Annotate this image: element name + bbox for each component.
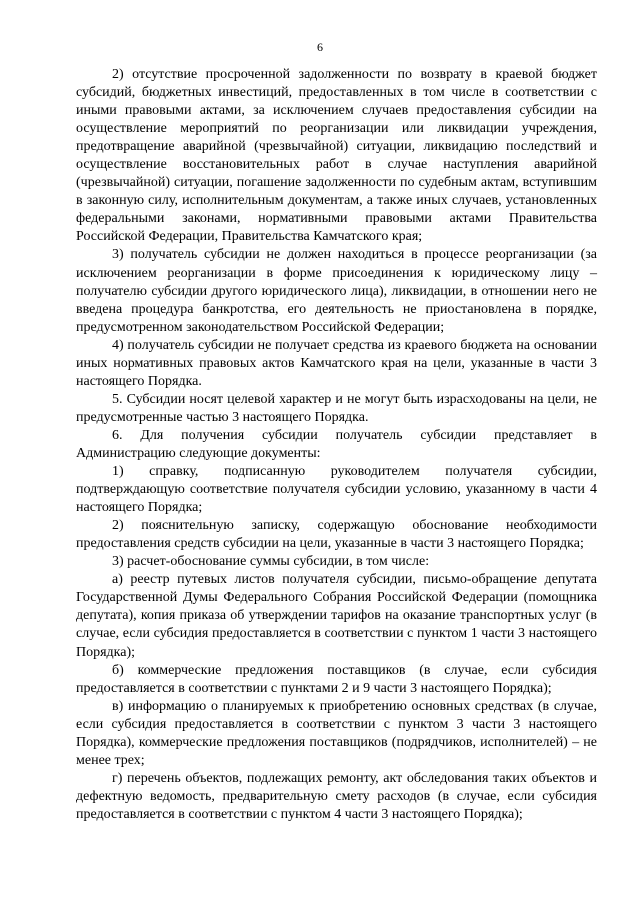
- paragraph-sub-g-repair-objects: г) перечень объектов, подлежащих ремонту, акт обследования таких объектов и дефектную ведомость, предварительную смету расходов (в случае, если субсидия предоставляется в соответствии с пунктом 4 части 3 настоящего Порядка);: [76, 770, 597, 822]
- paragraph-item-2-no-overdue-debt: 2) отсутствие просроченной задолженности по возврату в краевой бюджет субсидий, бюджетных инвестиций, предоставленных в том числе в соответствии с иными правовыми актами, за исключением случаев предоставления субсидии на осуществление мероприятий по реорганизации или ликвидации учреждения, предотвращение аварийной (чрезвычайной) ситуации, ликвидацию последствий и осуществление восстановительных работ в случае наступления аварийной (чрезвычайной) ситуации, погашение задолженности по судебным актам, вступившим в законную силу, исполнительным документам, а также иных случаев, установленных федеральными законами, нормативными правовыми актами Правительства Российской Федерации, Правительства Камчатского края;: [76, 67, 597, 245]
- paragraph-sub-b-offers: б) коммерческие предложения поставщиков (в случае, если субсидия предоставляется в соответствии с пунктами 2 и 9 части 3 настоящего Порядка);: [76, 662, 597, 696]
- paragraph-sub-v-fixed-assets: в) информацию о планируемых к приобретению основных средствах (в случае, если субсидия предоставляется в соответствии с пунктом 3 части 3 настоящего Порядка), коммерческие предложения поставщиков (подрядчиков, исполнителей) – не менее трех;: [76, 698, 597, 768]
- paragraph-item-4-no-other-funding: 4) получатель субсидии не получает средства из краевого бюджета на основании иных нормативных правовых актов Камчатского края на цели, указанные в части 3 настоящего Порядка.: [76, 337, 597, 389]
- paragraph-part-5-target-use: 5. Субсидии носят целевой характер и не могут быть израсходованы на цели, не предусмотренные частью 3 настоящего Порядка.: [76, 391, 597, 425]
- paragraph-doc-3-calculation: 3) расчет-обоснование суммы субсидии, в том числе:: [112, 554, 430, 570]
- page-number: 6: [317, 40, 323, 54]
- document-body: [76, 66, 597, 824]
- paragraph-item-3-no-reorganization: 3) получатель субсидии не должен находиться в процессе реорганизации (за исключением реорганизации в форме присоединения к юридическому лицу – получателю субсидии другого юридического лица), ликвидации, в отношении него не введена процедура банкротства, его деятельность не приостановлена в порядке, предусмотренном законодательством Российской Федерации;: [76, 247, 597, 335]
- paragraph-part-6-documents: 6. Для получения субсидии получатель субсидии представляет в Администрацию следующие документы:: [76, 427, 597, 461]
- paragraph-doc-1-certificate: 1) справку, подписанную руководителем получателя субсидии, подтверждающую соответствие получателя субсидии условию, указанному в части 4 настоящего Порядка;: [76, 464, 597, 516]
- paragraph-sub-a-waybills: а) реестр путевых листов получателя субсидии, письмо-обращение депутата Государственной Думы Федерального Собрания Российской Федерации (помощника депутата), копия приказа об утверждении тарифов на оказание транспортных услуг (в случае, если субсидия предоставляется в соответствии с пунктом 1 части 3 настоящего Порядка);: [76, 572, 597, 660]
- paragraph-doc-2-explanatory-note: 2) пояснительную записку, содержащую обоснование необходимости предоставления средств субсидии на цели, указанные в части 3 настоящего Порядка;: [76, 518, 597, 552]
